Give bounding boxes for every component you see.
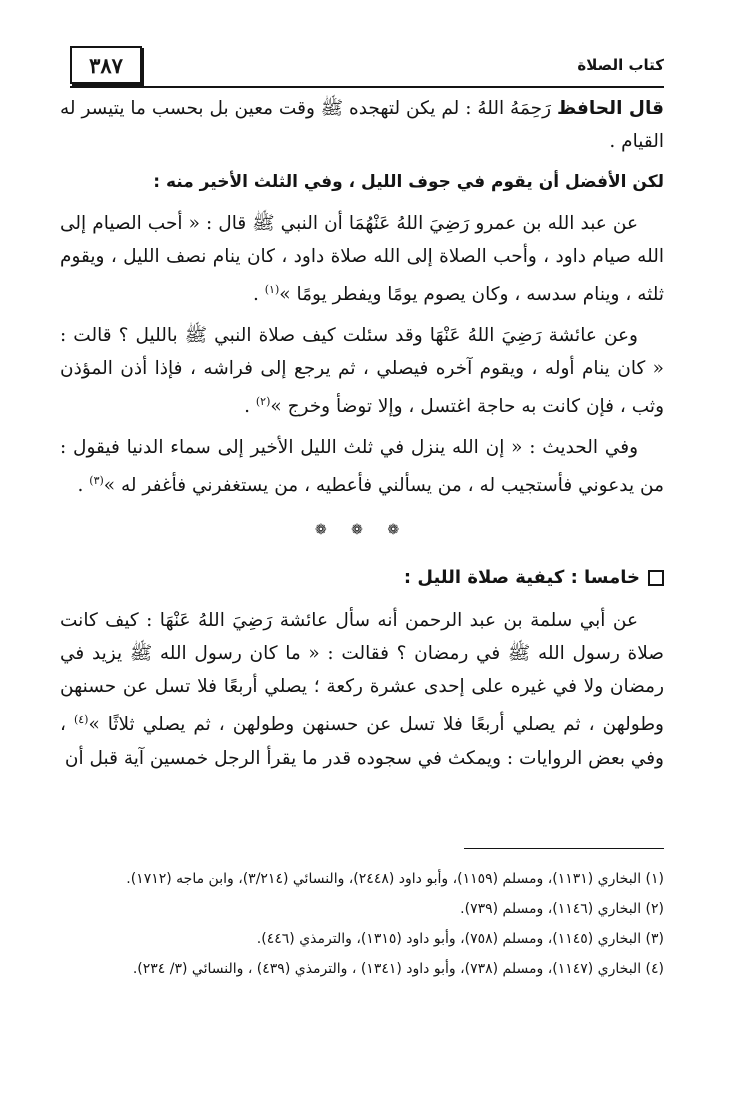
hadith-4-end: ، وفي بعض الروايات : ويمكث في سجوده قدر ما يقرأ الرجل خمسين آية قبل أن <box>60 714 664 769</box>
section-separator: ❁ ❁ ❁ <box>314 522 410 539</box>
header-rule <box>70 86 664 88</box>
footnote-4: (٤) البخاري (١١٤٧)، ومسلم (٧٣٨)، وأبو داود (١٣٤١) ، والترمذي (٤٣٩) ، والنسائي (٣/ ٢٣٤). <box>132 961 664 977</box>
footnote-3: (٣) البخاري (١١٤٥)، ومسلم (٧٥٨)، وأبو داود (١٣١٥)، والترمذي (٤٤٦). <box>256 931 664 947</box>
hadith-1-end: . <box>252 284 265 306</box>
footnote-rule <box>464 848 664 849</box>
paragraph-hafiz-text: رَحِمَهُ اللهُ : لم يكن لتهجده ﷺ وقت معين بل بحسب ما يتيسر له القيام . <box>60 98 664 152</box>
hadith-2-end: . <box>244 396 256 418</box>
footnote-ref-2: (٢) <box>255 395 271 409</box>
hadith-2-text: وعن عائشة رَضِيَ اللهُ عَنْهَا وقد سئلت كيف صلاة النبي ﷺ بالليل ؟ قالت : « كان ينام أوله ، ويقوم آخره فيصلي ، ثم يرجع إلى فراشه ، فإذا أذن المؤذن وثب ، فإن كانت به حاجة اغتسل ، وإلا توضأ وخرج » <box>60 325 664 418</box>
footnote-ref-4: (٤) <box>73 713 89 727</box>
book-title: كتاب الصلاة <box>577 56 664 74</box>
paragraph-hadith-1 <box>60 207 664 311</box>
hadith-3-text: وفي الحديث : « إن الله ينزل في ثلث الليل الأخير إلى سماء الدنيا فيقول : من يدعوني فأستجيب له ، من يسألني فأعطيه ، من يستغفرني فأغفر له » <box>60 437 664 497</box>
paragraph-hadith-3 <box>60 431 664 502</box>
page-header <box>70 44 664 88</box>
section-heading <box>60 561 664 594</box>
section-title: خامسا : كيفية صلاة الليل : <box>403 567 640 589</box>
page-number: ٣٨٧ <box>89 52 123 78</box>
footnote-1: (١) البخاري (١١٣١)، ومسلم (١١٥٩)، وأبو داود (٢٤٤٨)، والنسائي (٣/٢١٤)، وابن ماجه (١٧١٢). <box>126 871 664 887</box>
paragraph-hafiz-lead: قال الحافظ <box>556 98 664 119</box>
footnote-ref-1: (١) <box>264 283 280 296</box>
paragraph-hadith-4 <box>60 604 664 774</box>
paragraph-hafiz <box>60 92 664 158</box>
footnote-ref-3: (٣) <box>89 474 104 488</box>
checkbox-bullet-icon <box>648 570 664 586</box>
paragraph-hadith-2 <box>60 319 664 423</box>
footnotes <box>60 864 664 984</box>
footnote-2: (٢) البخاري (١١٤٦)، ومسلم (٧٣٩). <box>460 901 664 917</box>
body-text <box>60 92 664 783</box>
hadith-4-text: عن أبي سلمة بن عبد الرحمن أنه سأل عائشة رَضِيَ اللهُ عَنْهَا : كيف كانت صلاة رسول الله ﷺ في رمضان ؟ فقالت : « ما كان رسول الله ﷺ يزيد في رمضان ولا في غيره على إحدى عشرة ركعة ؛ يصلي أربعًا فلا تسل عن حسنهن وطولهن ، ثم يصلي أربعًا فلا تسل عن حسنهن وطولهن ، ثم يصلي ثلاثًا » <box>60 610 664 736</box>
subheading-best-time: لكن الأفضل أن يقوم في جوف الليل ، وفي الثلث الأخير منه : <box>153 172 664 192</box>
hadith-3-end: . <box>77 475 90 497</box>
hadith-1-text: عن عبد الله بن عمرو رَضِيَ اللهُ عَنْهُمَا أن النبي ﷺ قال : « أحب الصيام إلى الله صيام داود ، وأحب الصلاة إلى الله صلاة داود ، كان ينام نصف الليل ، ويقوم ثلثه ، وينام سدسه ، وكان يصوم يومًا ويفطر يومًا » <box>60 213 664 306</box>
page-number-box <box>70 46 142 84</box>
